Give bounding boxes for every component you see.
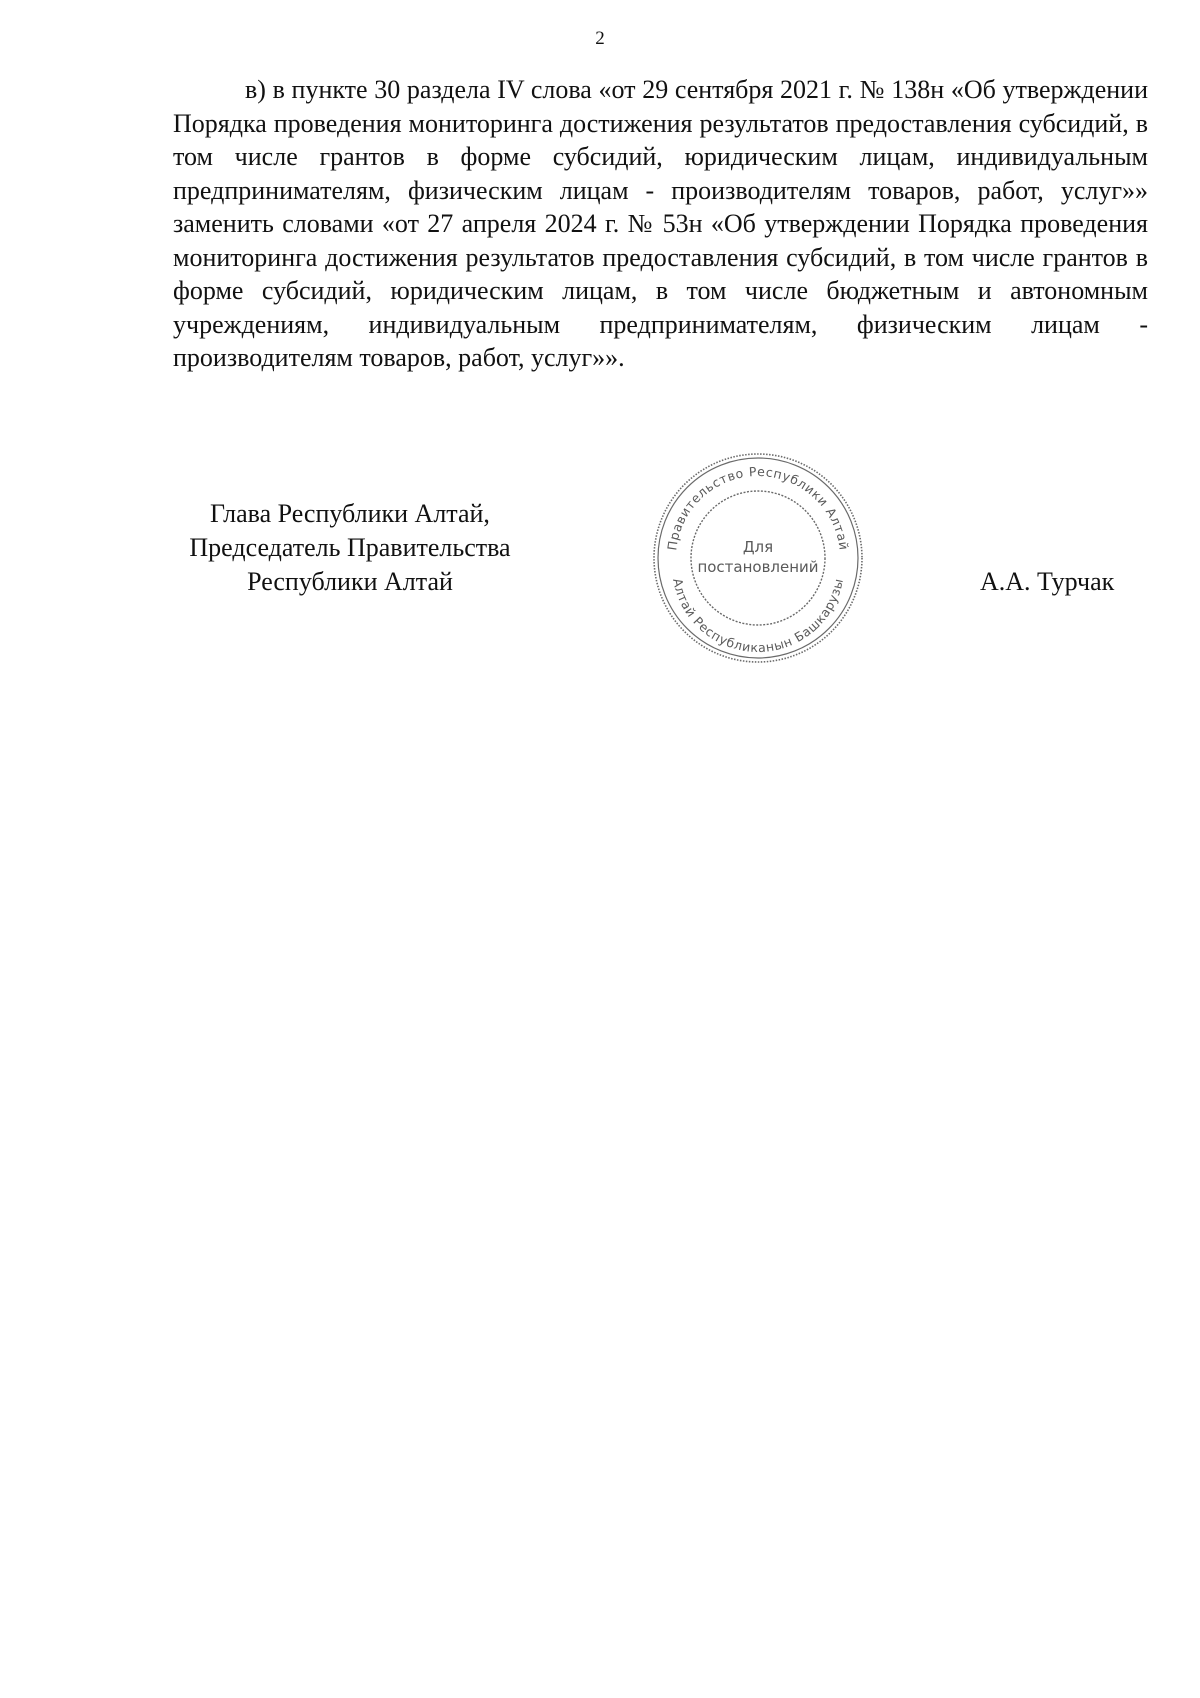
stamp-center-line-1: Для bbox=[742, 538, 774, 556]
signer-position-line-1: Глава Республики Алтай, bbox=[210, 499, 490, 528]
stamp-ring-text-top: Правительство Республики Алтай bbox=[664, 463, 852, 552]
signer-position bbox=[170, 497, 530, 599]
stamp-ring-text-bottom: Алтай Республиканын Башкарузы bbox=[669, 576, 847, 656]
signer-position-line-3: Республики Алтай bbox=[247, 567, 453, 596]
stamp-seal bbox=[648, 448, 868, 668]
body-paragraph: в) в пункте 30 раздела IV слова «от 29 сентября 2021 г. № 138н «Об утверждении Порядка проведения мониторинга достижения результатов предоставления субсидий, в том числе грантов в форме субсидий, юридическим лицам, индивидуальным предпринимателям, физическим лицам - производителям товаров, работ, услуг»» заменить словами «от 27 апреля 2024 г. № 53н «Об утверждении Порядка проведения мониторинга достижения результатов предоставления субсидий, в том числе грантов в форме субсидий, юридическим лицам, в том числе бюджетным и автономным учреждениям, индивидуальным предпринимателям, физическим лицам - производителям товаров, работ, услуг»». bbox=[173, 75, 1148, 372]
signer-position-line-2: Председатель Правительства bbox=[189, 533, 511, 562]
stamp-center-line-2: постановлений bbox=[697, 558, 819, 576]
official-stamp bbox=[648, 448, 868, 668]
signer-name: А.А. Турчак bbox=[980, 567, 1115, 596]
page-number: 2 bbox=[595, 28, 605, 49]
